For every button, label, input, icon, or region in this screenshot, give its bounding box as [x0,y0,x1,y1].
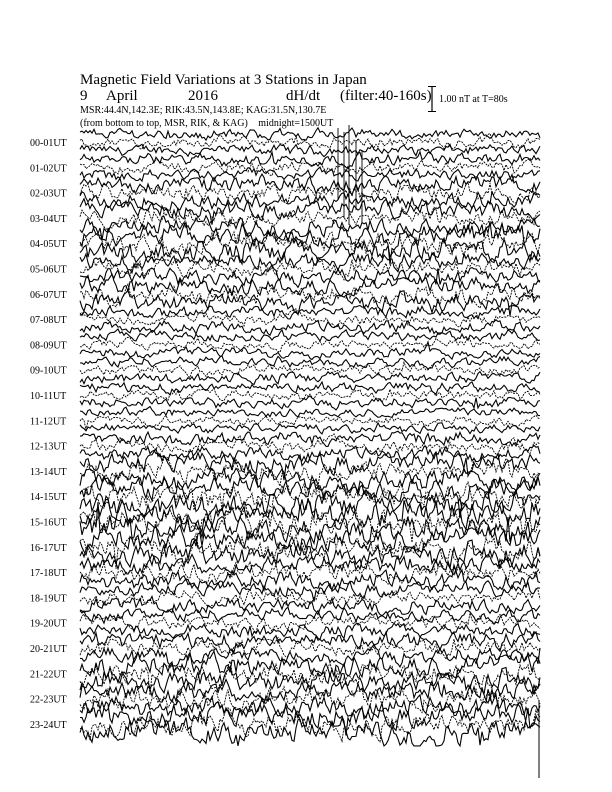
date-day: 9 [80,88,88,104]
hour-label: 11-12UT [30,416,67,428]
hour-label: 21-22UT [30,669,67,681]
hour-label: 05-06UT [30,264,67,276]
trace-msr-20-21UT [80,645,540,667]
date-year: 2016 [188,88,218,104]
hour-label: 12-13UT [30,441,67,453]
stations-line: MSR:44.4N,142.3E; RIK:43.5N,143.8E; KAG:31.5N,130.7E [80,105,327,116]
trace-kag-15-16UT [80,500,540,533]
trace-rik-11-12UT [80,415,540,430]
trace-kag-11-12UT [80,407,540,418]
hour-label: 07-08UT [30,315,67,327]
trace-msr-22-23UT [80,689,540,720]
hour-label: 22-23UT [30,694,67,706]
trace-msr-23-24UT [80,708,540,746]
hour-label: 20-21UT [30,644,67,655]
date-month: April [106,88,138,104]
hour-label: 15-16UT [30,517,67,529]
hour-label: 14-15UT [30,492,67,504]
trace-msr-11-12UT [80,423,540,434]
trace-msr-05-06UT [80,265,540,287]
trace-kag-19-20UT [80,607,540,624]
trace-rik-08-09UT [80,337,540,352]
order-text: (from bottom to top, MSR, RIK, & KAG) [80,118,248,129]
hour-label: 13-14UT [30,466,67,478]
trace-rik-04-05UT [80,230,540,260]
scale-label: 1.00 nT at T=80s [439,94,508,105]
quantity-label: dH/dt [286,88,321,104]
trace-kag-07-08UT [80,306,540,319]
hour-label: 04-05UT [30,239,67,251]
hour-label: 02-03UT [30,188,67,200]
filter-label: (filter:40-160s) [340,88,432,104]
trace-msr-16-17UT [80,539,540,569]
trace-kag-00-01UT [80,128,540,140]
hour-label: 00-01UT [30,138,67,149]
hour-label: 03-04UT [30,213,67,225]
hour-label: 10-11UT [30,391,67,402]
trace-rik-17-18UT [80,562,540,584]
trace-kag-08-09UT [80,329,540,342]
trace-msr-00-01UT [80,144,540,156]
hour-label: 08-09UT [30,340,67,352]
hour-label: 01-02UT [30,163,67,175]
trace-msr-17-18UT [80,565,540,592]
chart-title: Magnetic Field Variations at 3 Stations in Japan [80,72,367,88]
hour-label: 17-18UT [30,568,67,580]
trace-rik-19-20UT [80,613,540,633]
hour-label: 06-07UT [30,289,67,301]
hour-label: 19-20UT [30,618,67,630]
hour-label: 09-10UT [30,365,67,377]
hour-label: 18-19UT [30,593,67,605]
trace-msr-08-09UT [80,342,540,360]
trace-kag-10-11UT [80,382,540,395]
hour-label: 23-24UT [30,719,67,731]
midnight-note: midnight=1500UT [258,118,334,129]
hour-label: 16-17UT [30,542,67,554]
trace-msr-06-07UT [80,290,540,316]
trace-rik-09-10UT [80,362,540,377]
